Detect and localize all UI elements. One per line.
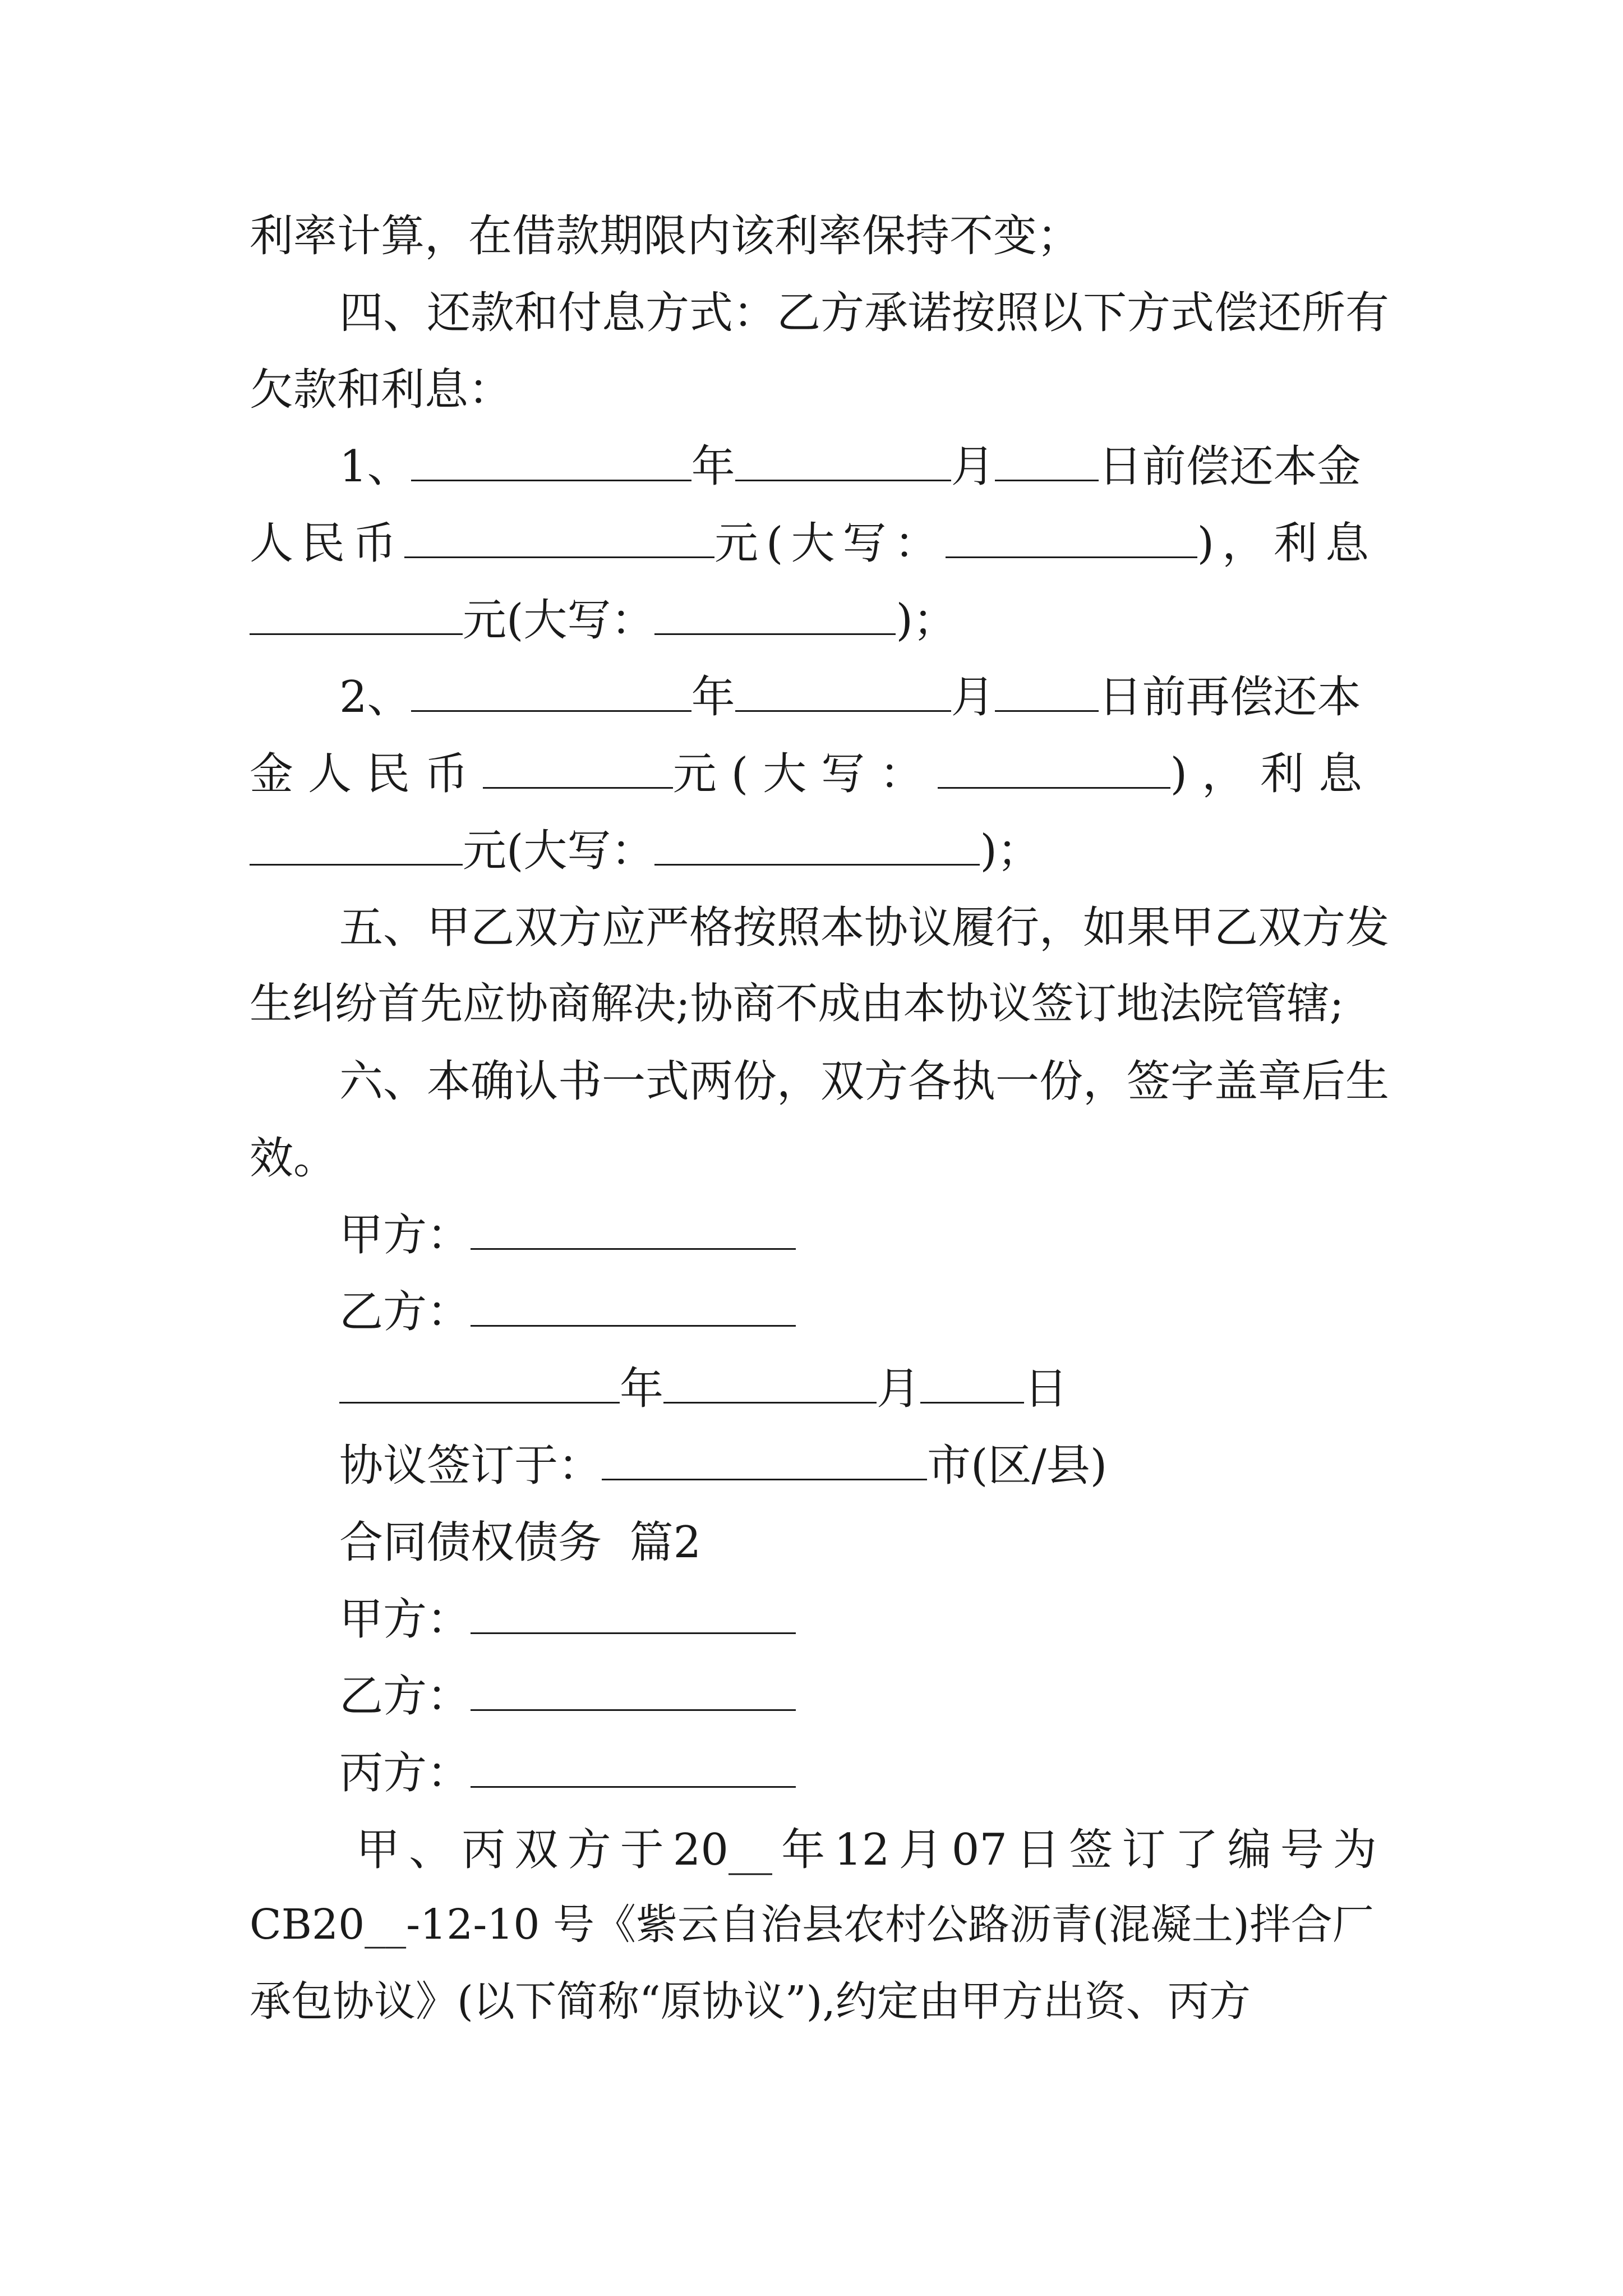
year-label: 年 [620,1364,664,1414]
word: 订 [1122,1825,1166,1875]
item-text: )，利息 [1197,518,1377,569]
word: 丙 [462,1825,506,1875]
signature-party-a [250,1200,1377,1277]
item-number: 2、 [339,672,411,723]
item-text: 日前再偿还本 [1098,672,1361,723]
interest-blank[interactable] [250,828,463,866]
text-line [250,739,1377,816]
item-number: 1、 [339,441,411,492]
day-blank[interactable] [995,444,1099,481]
item-text: )； [980,826,1041,876]
paragraph-text: 效。 [250,1133,338,1184]
word: 、 [409,1825,453,1875]
year-blank[interactable] [411,674,691,712]
item-text: 元(大写： [463,595,655,646]
text-line [250,969,1377,1046]
section-2-title: 合同债权债务 篇2 [339,1517,702,1568]
word: 签 [1069,1825,1113,1875]
text-line [250,1046,1390,1123]
word: 于 [620,1825,664,1875]
paragraph-text: CB20__-12-10 号《紫云自治县农村公路沥青(混凝土)拌合厂 [250,1901,1374,1949]
party-label: 乙方： [339,1671,471,1722]
item-text: 人民币 [250,518,405,569]
text-line [250,1968,1377,2045]
word: 为 [1332,1825,1377,1875]
amount-words-blank[interactable] [938,751,1170,789]
paragraph-text: 欠款和利息： [250,365,513,415]
word: 甲 [356,1825,400,1875]
text-line [250,201,1377,278]
amount-words-blank[interactable] [946,521,1197,558]
year-label: 年 [691,672,735,723]
word: 20__ [672,1825,773,1875]
signing-place-label: 协议签订于： [339,1441,602,1491]
word: 07 [951,1825,1008,1875]
signature-party-b [250,1277,1377,1354]
party-c-blank[interactable] [471,1750,796,1788]
text-line [250,355,1377,431]
word: 日 [1016,1825,1061,1875]
year-label: 年 [691,441,735,492]
section2-party-b [250,1661,1377,1738]
month-label: 月 [877,1364,921,1414]
item-text: 金人民币 [250,749,483,799]
day-blank[interactable] [920,1366,1024,1404]
signing-place-suffix: 市(区/县) [927,1441,1108,1491]
year-blank[interactable] [411,444,691,481]
document-body [250,201,1390,2045]
word: 方 [567,1825,611,1875]
party-a-blank[interactable] [471,1596,796,1634]
clause-six-text: 六、本确认书一式两份，双方各执一份，签字盖章后生 [339,1056,1390,1107]
text-line [250,1815,1377,1892]
month-blank[interactable] [663,1366,877,1404]
month-blank[interactable] [735,444,951,481]
text-line [250,1123,1377,1200]
signature-date [250,1354,1377,1430]
interest-words-blank[interactable] [654,828,980,866]
text-line [250,508,1377,585]
repayment-item-1 [250,431,1377,508]
amount-blank[interactable] [404,521,714,558]
item-text: 元(大写： [714,518,946,569]
clause-five-text: 五、甲乙双方应严格按照本协议履行，如果甲乙双方发 [339,903,1390,953]
day-blank[interactable] [995,674,1099,712]
item-text: )； [896,595,957,646]
text-line [250,892,1390,969]
party-a-blank[interactable] [471,1212,796,1250]
text-line [250,1892,1377,1968]
paragraph-text: 利率计算，在借款期限内该利率保持不变； [250,211,1081,261]
party-label: 乙方： [339,1287,471,1337]
word: 编 [1227,1825,1271,1875]
party-label: 丙方： [339,1748,471,1798]
text-line [250,278,1390,355]
interest-blank[interactable] [250,597,463,635]
repayment-item-2 [250,662,1377,739]
amount-blank[interactable] [483,751,673,789]
signing-place [250,1430,1377,1507]
item-text: 元(大写： [672,749,938,799]
word: 了 [1174,1825,1219,1875]
month-blank[interactable] [735,674,951,712]
paragraph-text: 生纠纷首先应协商解决;协商不成由本协议签订地法院管辖; [250,978,1344,1028]
month-label: 月 [951,672,995,723]
item-text: 元(大写： [463,826,655,876]
paragraph-text: 承包协议》(以下简称“原协议”),约定由甲方出资、丙方 [250,1977,1251,2026]
year-blank[interactable] [339,1366,620,1404]
item-text: )，利息 [1170,749,1377,799]
section-title [250,1507,1377,1584]
word: 12 [834,1825,890,1875]
item-text: 日前偿还本金 [1098,441,1361,492]
section2-party-a [250,1584,1377,1661]
word: 号 [1280,1825,1324,1875]
clause-four-heading: 四、还款和付息方式：乙方承诺按照以下方式偿还所有 [339,288,1390,338]
day-label: 日 [1024,1364,1068,1414]
party-label: 甲方： [339,1210,471,1260]
party-b-blank[interactable] [471,1289,796,1327]
word: 年 [781,1825,826,1875]
text-line [250,816,1377,892]
word: 双 [514,1825,559,1875]
signing-place-blank[interactable] [602,1443,927,1480]
interest-words-blank[interactable] [654,597,896,635]
party-b-blank[interactable] [471,1673,796,1711]
month-label: 月 [951,441,995,492]
text-line [250,585,1377,662]
word: 月 [898,1825,943,1875]
party-label: 甲方： [339,1594,471,1645]
section2-party-c [250,1738,1377,1815]
